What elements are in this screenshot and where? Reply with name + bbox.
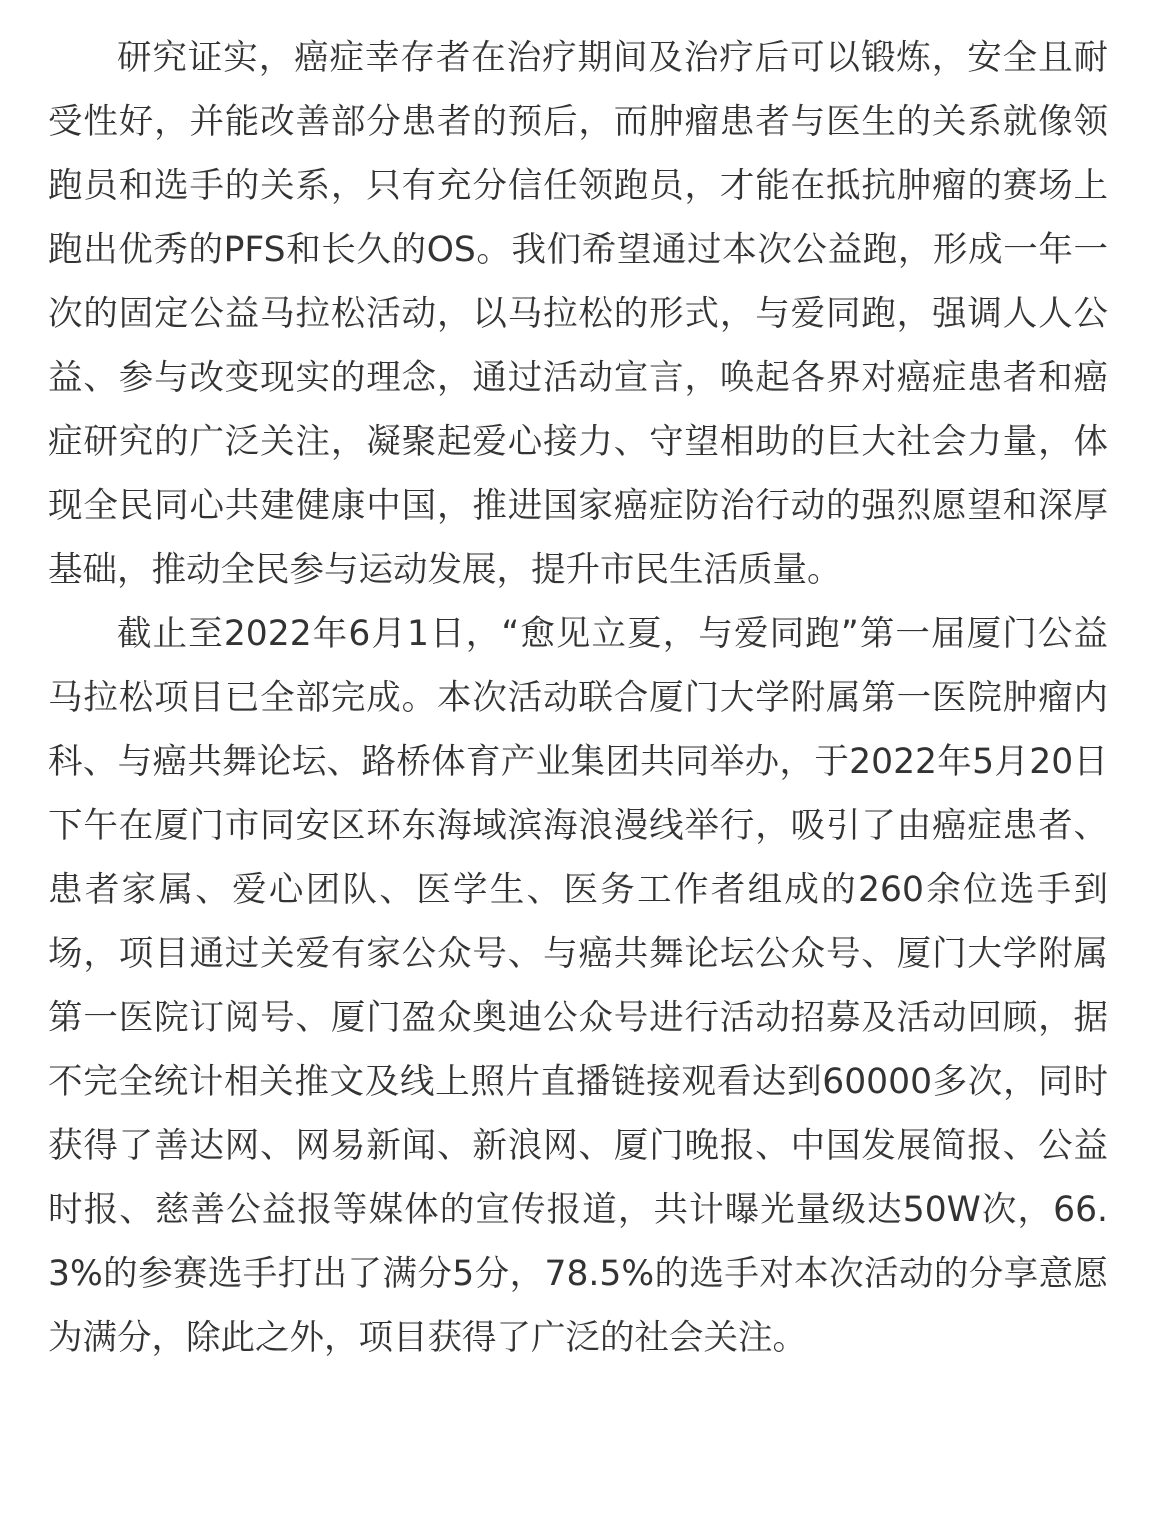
paragraph-project-summary: 截止至2022年6月1日，“愈见立夏，与爱同跑”第一届厦门公益马拉松项目已全部完成。本次活动联合厦门大学附属第一医院肿瘤内科、与癌共舞论坛、路桥体育产业集团共同举办，于2022年5月20日下午在厦门市同安区环东海域滨海浪漫线举行，吸引了由癌症患者、患者家属、爱心团队、医学生、医务工作者组成的260余位选手到场，项目通过关爱有家公众号、与癌共舞论坛公众号、厦门大学附属第一医院订阅号、厦门盈众奥迪公众号进行活动招募及活动回顾，据不完全统计相关推文及线上照片直播链接观看达到60000多次，同时获得了善达网、网易新闻、新浪网、厦门晚报、中国发展简报、公益时报、慈善公益报等媒体的宣传报道，共计曝光量级达50W次，66.3%的参赛选手打出了满分5分，78.5%的选手对本次活动的分享意愿为满分，除此之外，项目获得了广泛的社会关注。 xyxy=(48,614,1108,1358)
paragraph-research: 研究证实，癌症幸存者在治疗期间及治疗后可以锻炼，安全且耐受性好，并能改善部分患者的预后，而肿瘤患者与医生的关系就像领跑员和选手的关系，只有充分信任领跑员，才能在抵抗肿瘤的赛场上跑出优秀的PFS和长久的OS。我们希望通过本次公益跑，形成一年一次的固定公益马拉松活动，以马拉松的形式，与爱同跑，强调人人公益、参与改变现实的理念，通过活动宣言，唤起各界对癌症患者和癌症研究的广泛关注，凝聚起爱心接力、守望相助的巨大社会力量，体现全民同心共建健康中国，推进国家癌症防治行动的强烈愿望和深厚基础，推动全民参与运动发展，提升市民生活质量。 xyxy=(48,38,1108,590)
article-body xyxy=(48,26,1108,1370)
